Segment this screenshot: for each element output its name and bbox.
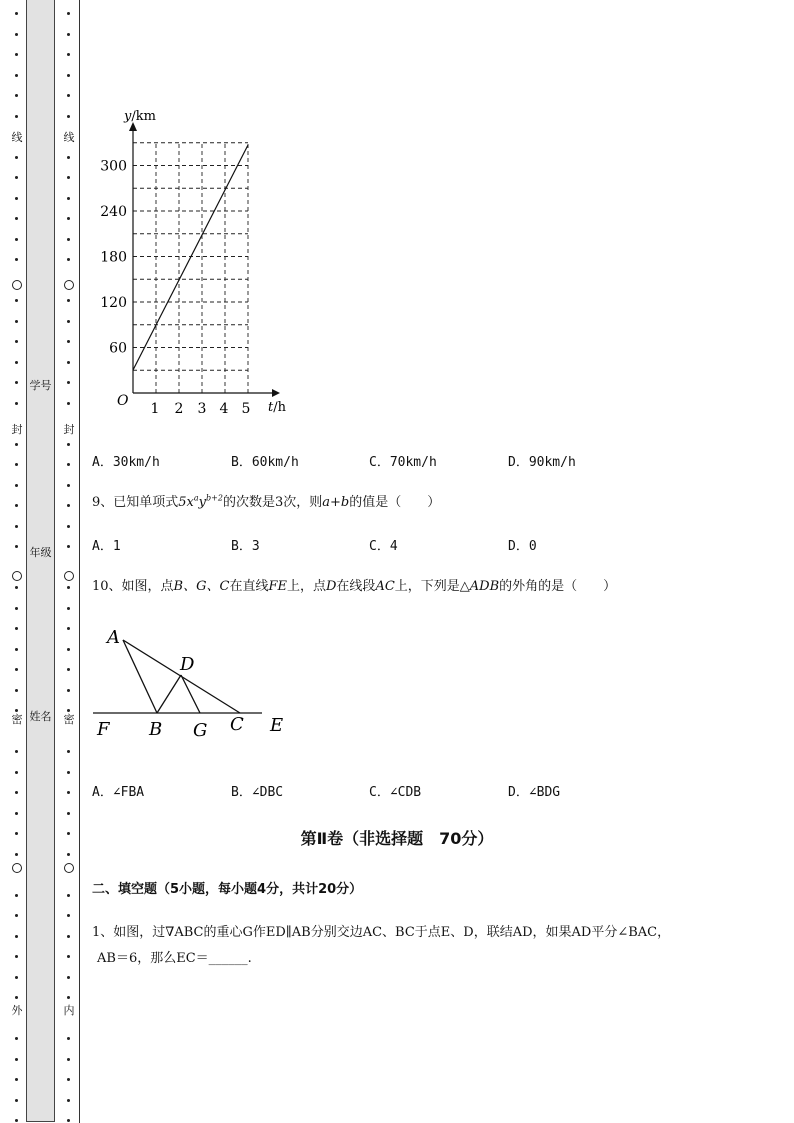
margin-dot (67, 504, 70, 507)
margin-dot (15, 750, 18, 753)
margin-dot (67, 607, 70, 610)
margin-dot (15, 94, 18, 97)
outer-margin-word: 密 (11, 713, 23, 726)
margin-dot (15, 1058, 18, 1061)
dotted-cut-line-outer (10, 0, 24, 1123)
margin-dot (67, 996, 70, 999)
margin-dot (15, 361, 18, 364)
margin-dot (67, 53, 70, 56)
segment-dg (181, 675, 200, 713)
margin-dot (15, 709, 18, 712)
margin-dot (15, 463, 18, 466)
margin-dot (67, 1119, 70, 1122)
x-tick-label: 5 (241, 401, 251, 417)
margin-dot (15, 812, 18, 815)
point-f-label: F (97, 719, 110, 740)
q8-option-b[interactable]: B．60km/h (231, 455, 299, 470)
q8-option-a[interactable]: A．30km/h (92, 455, 160, 470)
fill-q1-line1: 1、如图，过∇ABC的重心G作ED∥AB分别交边AC、BC于点E、D，联结AD，如果AD平分∠BAC， (92, 925, 671, 940)
grade-label: 年级 (29, 546, 52, 559)
margin-dot (15, 894, 18, 897)
margin-dot (15, 402, 18, 405)
graph-grid (133, 143, 248, 393)
q9-option-a[interactable]: A．1 (92, 539, 121, 554)
inner-margin-word: 线 (63, 131, 75, 144)
inner-margin-word: 密 (63, 713, 75, 726)
margin-dot (67, 1058, 70, 1061)
margin-dot (15, 176, 18, 179)
x-tick-label: 4 (219, 401, 229, 417)
q9-option-d[interactable]: D．0 (508, 539, 537, 554)
point-d-label: D (180, 654, 195, 675)
margin-dot (15, 217, 18, 220)
margin-dot (67, 463, 70, 466)
y-tick-label: 120 (100, 295, 127, 311)
y-tick-label: 180 (100, 249, 127, 266)
margin-circle-icon (12, 863, 22, 873)
margin-circle-icon (64, 280, 74, 290)
point-a-label: A (107, 627, 120, 648)
q8-option-c[interactable]: C．70km/h (369, 455, 437, 470)
margin-dot (15, 74, 18, 77)
margin-dot (67, 381, 70, 384)
margin-dot (15, 340, 18, 343)
margin-dot (15, 1119, 18, 1122)
part-two-title: 第Ⅱ卷（非选择题 70分） (300, 829, 494, 848)
margin-dot (67, 627, 70, 630)
outer-margin-word: 封 (11, 423, 23, 436)
distance-line (133, 145, 248, 370)
x-axis-arrow (272, 389, 280, 397)
segment-bd (157, 675, 181, 713)
distance-time-graph (95, 105, 300, 420)
y-tick-label: 60 (109, 340, 127, 357)
margin-dot (15, 914, 18, 917)
margin-dot (15, 607, 18, 610)
margin-dot (15, 115, 18, 118)
margin-dot (15, 299, 18, 302)
margin-dot (15, 1078, 18, 1081)
margin-dot (67, 894, 70, 897)
y-tick-label: 300 (100, 158, 127, 175)
margin-dot (67, 115, 70, 118)
name-label: 姓名 (29, 710, 52, 723)
margin-dot (67, 258, 70, 261)
margin-dot (67, 545, 70, 548)
margin-dot (15, 443, 18, 446)
fill-q1-line2: AB＝6，那么EC＝______. (97, 951, 252, 966)
margin-dot (15, 12, 18, 15)
point-c-label: C (230, 714, 244, 735)
margin-dot (67, 709, 70, 712)
margin-dot (15, 791, 18, 794)
margin-dot (15, 53, 18, 56)
margin-dot (15, 771, 18, 774)
margin-dot (15, 955, 18, 958)
margin-dot (15, 504, 18, 507)
q10-option-a[interactable]: A．∠FBA (92, 785, 145, 800)
margin-dot (15, 689, 18, 692)
triangle-figure (88, 620, 298, 745)
margin-dot (67, 648, 70, 651)
margin-dot (67, 689, 70, 692)
point-b-label: B (149, 719, 163, 740)
margin-dot (15, 586, 18, 589)
q9-question: 9、已知单项式$5x^ay^{b+2}$的次数是3次，则a+b的值是（ ） (92, 493, 441, 510)
margin-dot (15, 238, 18, 241)
x-tick-label: 3 (197, 401, 207, 417)
margin-dot (15, 197, 18, 200)
margin-dot (67, 443, 70, 446)
y-axis-label: y/km (124, 109, 156, 124)
margin-dot (67, 217, 70, 220)
q8-option-d[interactable]: D．90km/h (508, 455, 576, 470)
margin-dot (15, 668, 18, 671)
q10-option-b[interactable]: B．∠DBC (231, 785, 284, 800)
margin-dot (67, 1078, 70, 1081)
q9-option-c[interactable]: C．4 (369, 539, 398, 554)
margin-dot (67, 525, 70, 528)
margin-dot (67, 402, 70, 405)
margin-dot (67, 791, 70, 794)
margin-dot (67, 668, 70, 671)
margin-dot (15, 525, 18, 528)
x-tick-labels (151, 401, 251, 417)
margin-dot (67, 750, 70, 753)
margin-dot (15, 648, 18, 651)
inner-margin-word: 内 (63, 1004, 75, 1017)
margin-dot (15, 545, 18, 548)
margin-dot (15, 976, 18, 979)
margin-dot (67, 586, 70, 589)
margin-dot (67, 33, 70, 36)
student-number-label: 学号 (29, 379, 52, 392)
point-e-label: E (270, 715, 284, 736)
margin-circle-icon (12, 571, 22, 581)
margin-circle-icon (64, 571, 74, 581)
margin-dot (67, 340, 70, 343)
margin-dot (67, 771, 70, 774)
binding-margin (0, 0, 82, 1123)
fill-in-section-heading: 二、填空题（5小题，每小题4分，共计20分） (92, 882, 363, 897)
margin-dot (67, 238, 70, 241)
margin-dot (15, 320, 18, 323)
margin-dot (67, 935, 70, 938)
x-tick-label: 2 (174, 401, 184, 417)
margin-dot (15, 996, 18, 999)
margin-dot (67, 812, 70, 815)
dotted-cut-line-inner (62, 0, 76, 1123)
margin-dot (15, 258, 18, 261)
margin-dot (67, 156, 70, 159)
margin-dot (15, 853, 18, 856)
margin-dot (15, 1037, 18, 1040)
point-g-label: G (193, 720, 208, 741)
origin-label: O (117, 393, 129, 409)
y-tick-label: 240 (100, 204, 127, 220)
x-tick-label: 1 (150, 401, 160, 417)
y-tick-labels (100, 159, 127, 357)
margin-dot (67, 914, 70, 917)
margin-border-line (79, 0, 80, 1123)
margin-dot (15, 1099, 18, 1102)
margin-dot (15, 156, 18, 159)
margin-dot (67, 299, 70, 302)
margin-dot (67, 176, 70, 179)
q10-question: 10、如图，点B、G、C在直线FE上，点D在线段AC上，下列是△ADB的外角的是（ ） (92, 579, 617, 594)
margin-dot (67, 976, 70, 979)
margin-dot (67, 12, 70, 15)
outer-margin-word: 外 (11, 1004, 23, 1017)
outer-margin-word: 线 (11, 131, 23, 144)
margin-dot (67, 74, 70, 77)
margin-dot (67, 94, 70, 97)
margin-dot (67, 853, 70, 856)
margin-dot (15, 33, 18, 36)
q10-option-c[interactable]: C．∠CDB (369, 785, 422, 800)
margin-dot (67, 1099, 70, 1102)
margin-dot (67, 1037, 70, 1040)
margin-dot (15, 381, 18, 384)
margin-circle-icon (64, 863, 74, 873)
margin-dot (67, 955, 70, 958)
margin-dot (15, 627, 18, 630)
student-info-strip (26, 0, 55, 1122)
margin-dot (67, 361, 70, 364)
margin-dot (67, 484, 70, 487)
q9-option-b[interactable]: B．3 (231, 539, 260, 554)
margin-dot (67, 320, 70, 323)
margin-dot (67, 197, 70, 200)
margin-circle-icon (12, 280, 22, 290)
q10-option-d[interactable]: D．∠BDG (508, 785, 561, 800)
margin-dot (15, 935, 18, 938)
margin-dot (15, 484, 18, 487)
inner-margin-word: 封 (63, 423, 75, 436)
x-axis-label: t/h (268, 400, 286, 415)
